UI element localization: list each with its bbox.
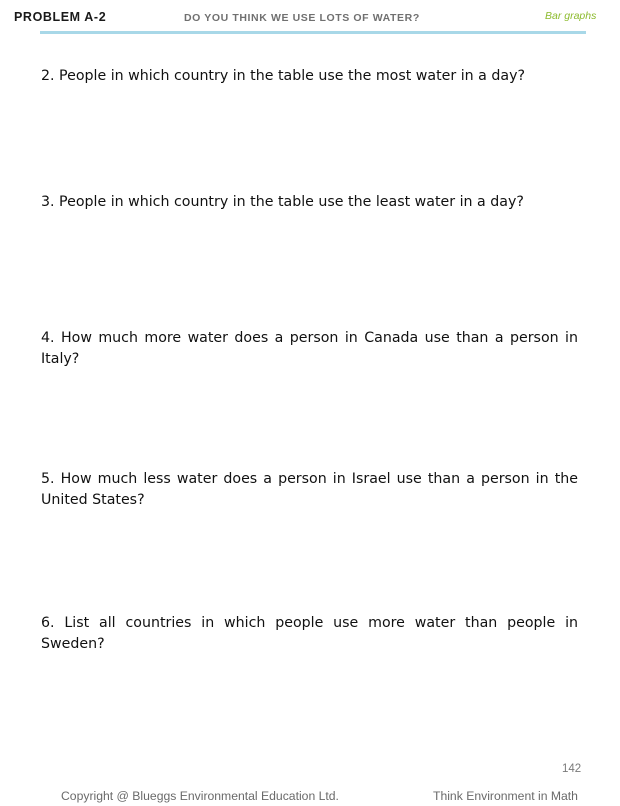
footer-brand: Think Environment in Math — [433, 789, 578, 803]
question-2: 2. People in which country in the table use the most water in a day? — [41, 68, 526, 84]
worksheet-title: DO YOU THINK WE USE LOTS OF WATER? — [184, 12, 420, 24]
page-number: 142 — [562, 763, 582, 775]
topic-label: Bar graphs — [545, 10, 597, 22]
question-4: 4. How much more water does a person in Canada use than a person in Italy? — [41, 330, 578, 367]
problem-label: PROBLEM A-2 — [14, 10, 107, 24]
question-6: 6. List all countries in which people use more water than people in Sweden? — [41, 615, 578, 652]
footer-copyright: Copyright @ Blueggs Environmental Education Ltd. — [61, 789, 339, 803]
header-divider — [40, 31, 586, 34]
question-5: 5. How much less water does a person in Israel use than a person in the United States? — [41, 471, 578, 508]
question-3: 3. People in which country in the table use the least water in a day? — [41, 194, 524, 210]
